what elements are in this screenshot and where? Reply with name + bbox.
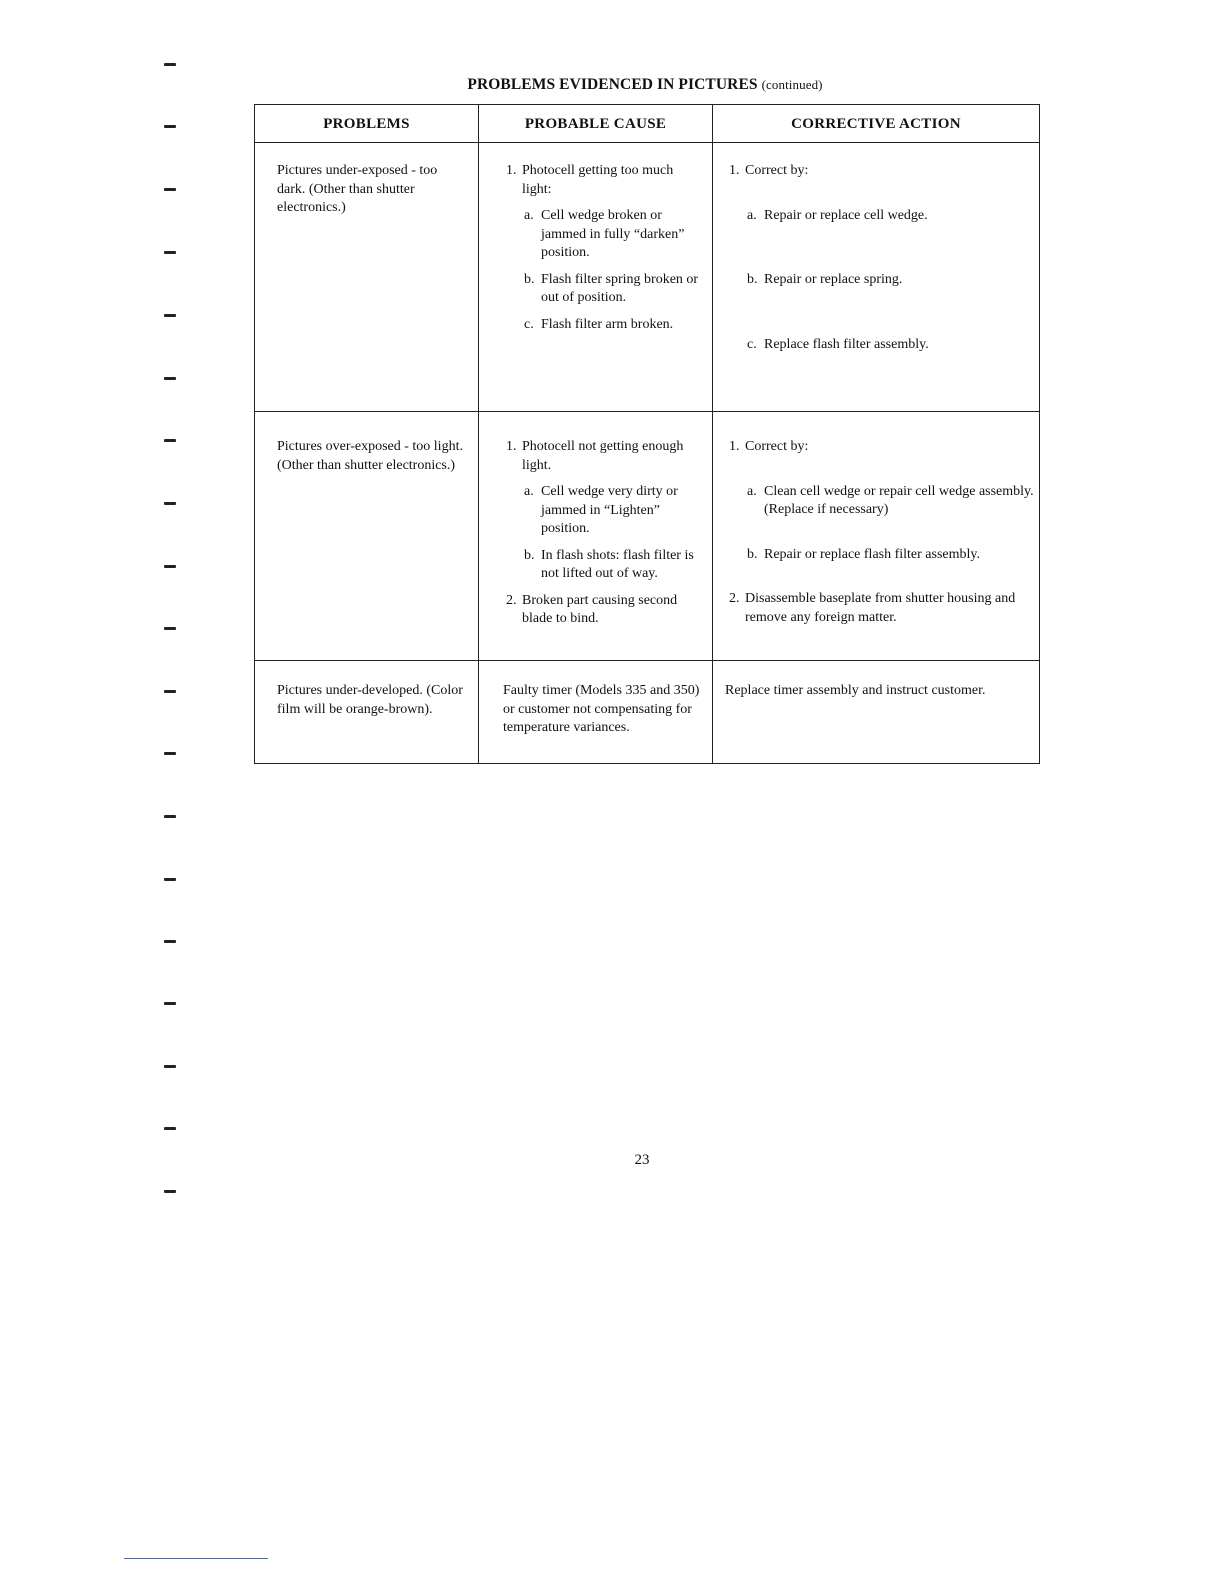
row1-problem [277, 162, 465, 218]
list-item [729, 590, 1037, 627]
header-problems: PROBLEMS [323, 116, 410, 132]
row1-cause [506, 162, 706, 334]
binder-mark [164, 125, 176, 128]
sub-item-letter: c. [524, 316, 534, 332]
binder-mark [164, 251, 176, 254]
footer-rule [124, 1558, 268, 1559]
cause-text: Faulty timer (Models 335 and 350) or customer not compensating for temperature variances. [503, 683, 700, 735]
sub-item-text: Repair or replace cell wedge. [764, 207, 928, 223]
header-corrective-action: CORRECTIVE ACTION [791, 116, 961, 132]
sub-item-text: Repair or replace spring. [764, 272, 903, 287]
action-text: Replace timer assembly and instruct customer. [725, 683, 986, 698]
sub-item-letter: b. [524, 547, 535, 563]
sub-item [729, 271, 1034, 290]
binder-mark [164, 565, 176, 568]
sub-item [729, 483, 1037, 520]
item-number: 1. [729, 439, 740, 454]
item-text: Photocell getting too much light: [522, 163, 674, 197]
column-divider [712, 105, 713, 763]
binder-mark [164, 314, 176, 317]
item-text: Disassemble baseplate from shutter housing and remove any foreign matter. [745, 591, 1016, 625]
item-text: Correct by: [745, 439, 809, 454]
sub-item [506, 271, 706, 308]
binder-mark [164, 1127, 176, 1130]
item-number: 1. [506, 163, 517, 178]
sub-item [729, 336, 1034, 355]
binder-mark [164, 940, 176, 943]
row2-cause [506, 438, 706, 629]
binder-mark [164, 815, 176, 818]
binder-mark [164, 1002, 176, 1005]
list-item [729, 162, 1034, 181]
sub-item-text: Flash filter spring broken or out of position. [541, 271, 699, 305]
sub-item-letter: b. [747, 272, 758, 287]
row2-action [729, 438, 1037, 627]
column-divider [478, 105, 479, 763]
sub-item [729, 546, 1037, 565]
sub-item-text: Cell wedge broken or jammed in fully “darken” position. [541, 208, 685, 260]
row-divider [255, 411, 1039, 412]
problem-text: Pictures under-exposed - too dark. (Other than shutter electronics.) [277, 163, 438, 215]
item-text: Broken part causing second blade to bind. [522, 592, 678, 626]
sub-item-text: Repair or replace flash filter assembly. [764, 546, 981, 562]
row3-action [725, 682, 1015, 701]
item-number: 2. [506, 592, 517, 608]
binder-mark [164, 63, 176, 66]
row3-cause [503, 682, 703, 738]
list-item [506, 162, 706, 199]
problem-text: Pictures over-exposed - too light. (Other than shutter electronics.) [277, 439, 463, 473]
row3-problem [277, 682, 465, 719]
list-item [506, 592, 706, 629]
sub-item [506, 547, 706, 584]
sub-item-letter: a. [747, 207, 757, 223]
sub-item-letter: b. [747, 546, 758, 562]
row2-problem [277, 438, 465, 475]
sub-item-letter: c. [747, 336, 757, 352]
sub-item [506, 316, 706, 335]
sub-item-letter: a. [524, 484, 534, 499]
sub-item-letter: b. [524, 271, 535, 287]
binder-mark [164, 627, 176, 630]
troubleshooting-table [254, 104, 1040, 764]
sub-item-text: Clean cell wedge or repair cell wedge assembly. (Replace if necessary) [764, 483, 1034, 517]
page-title-suffix: (continued) [761, 77, 823, 92]
binder-mark [164, 690, 176, 693]
page-title [330, 76, 960, 94]
list-item [506, 438, 706, 475]
item-text: Correct by: [745, 163, 809, 178]
problem-text: Pictures under-developed. (Color film will be orange-brown). [277, 683, 463, 717]
binder-mark [164, 439, 176, 442]
sub-item-letter: a. [524, 208, 534, 223]
sub-item-text: Replace flash filter assembly. [764, 336, 929, 352]
sub-item-text: Flash filter arm broken. [541, 316, 674, 332]
page-number: 23 [634, 1152, 650, 1168]
item-number: 1. [506, 439, 517, 454]
item-text: Photocell not getting enough light. [522, 439, 684, 473]
binder-mark [164, 377, 176, 380]
binder-mark [164, 878, 176, 881]
sub-item-text: Cell wedge very dirty or jammed in “Lighten” position. [541, 484, 678, 536]
binder-mark [164, 752, 176, 755]
header-probable-cause: PROBABLE CAUSE [524, 116, 667, 132]
row-divider [255, 660, 1039, 661]
sub-item [506, 207, 706, 263]
page-title-main: PROBLEMS EVIDENCED IN PICTURES [467, 76, 758, 93]
item-number: 1. [729, 163, 740, 178]
binder-mark [164, 1065, 176, 1068]
item-number: 2. [729, 591, 740, 606]
binder-mark [164, 188, 176, 191]
sub-item-letter: a. [747, 483, 757, 499]
sub-item-text: In flash shots: flash filter is not lifted out of way. [541, 547, 694, 581]
list-item [729, 438, 1037, 457]
sub-item [506, 483, 706, 539]
sub-item [729, 207, 1034, 226]
binder-mark [164, 1190, 176, 1193]
binder-mark [164, 502, 176, 505]
row1-action [729, 162, 1034, 354]
